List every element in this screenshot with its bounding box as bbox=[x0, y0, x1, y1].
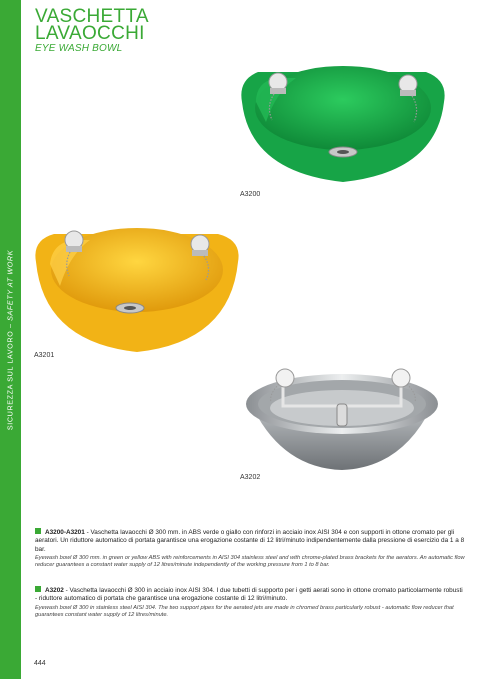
bullet-icon bbox=[35, 528, 41, 534]
product-code-a3200: A3200 bbox=[240, 191, 261, 198]
page-subtitle: EYE WASH BOWL bbox=[35, 43, 123, 54]
description-text-it bbox=[35, 528, 465, 554]
title-block bbox=[35, 8, 149, 54]
description-body: - Vaschetta lavaocchi Ø 300 mm. in ABS verde o giallo con rinforzi in acciaio inox AISI 304 e con supporti in ottone cromato per gli aeratori. Un riduttore automatico di portata garantisce una erogazione costante di 12 litri/minuto indipendentemente dalla pressione di esercizio da 1 a 8 bar. bbox=[35, 529, 465, 553]
description-text-en: Eyewash bowl Ø 300 in stainless steel AISI 304. The two support pipes for the aerated jets are made in chromed brass particularly robust - automatic flow reducer that guarantees constant water supply of 12 litres/minute. bbox=[35, 604, 454, 618]
sidebar-label-separator: – bbox=[5, 320, 15, 331]
sidebar-label-it: SICUREZZA SUL LAVORO bbox=[5, 330, 15, 431]
description-a3202 bbox=[35, 586, 465, 619]
page-title-line2: LAVAOCCHI bbox=[35, 23, 145, 44]
description-a3200-a3201 bbox=[35, 528, 465, 570]
product-image-green-bowl bbox=[236, 62, 450, 186]
page-number: 444 bbox=[34, 660, 46, 667]
bullet-icon bbox=[35, 586, 41, 592]
sidebar-label-en: SAFETY AT WORK bbox=[5, 249, 15, 321]
description-text-en: Eyewash bowl Ø 300 mm. in green or yellow ABS with reinforcements in AISI 304 stainless steel and with chrome-plated brass brackets for the aerators. An automatic flow reducer guarantees a constant water supply of 12 litres/minute independently of the working pressure from 1 to 8 bar. bbox=[35, 554, 465, 569]
product-code-a3201: A3201 bbox=[34, 352, 55, 359]
page-title-line1: VASCHETTA bbox=[35, 6, 149, 27]
product-code-a3202: A3202 bbox=[240, 474, 261, 481]
description-text-it bbox=[35, 586, 465, 604]
product-image-yellow-bowl bbox=[32, 224, 242, 356]
sidebar-band bbox=[0, 0, 21, 679]
product-image-steel-bowl bbox=[243, 364, 441, 472]
description-codes: A3200-A3201 bbox=[45, 529, 85, 536]
description-body: - Vaschetta lavaocchi Ø 300 in acciaio inox AISI 304. I due tubetti di supporto per i getti aerati sono in ottone cromato particolarmente robusti - riduttore automatico di portata che garantisce una erogazione costante di 12 litri/minuto. bbox=[35, 587, 463, 603]
description-codes: A3202 bbox=[45, 587, 64, 594]
sidebar-label bbox=[6, 250, 15, 430]
